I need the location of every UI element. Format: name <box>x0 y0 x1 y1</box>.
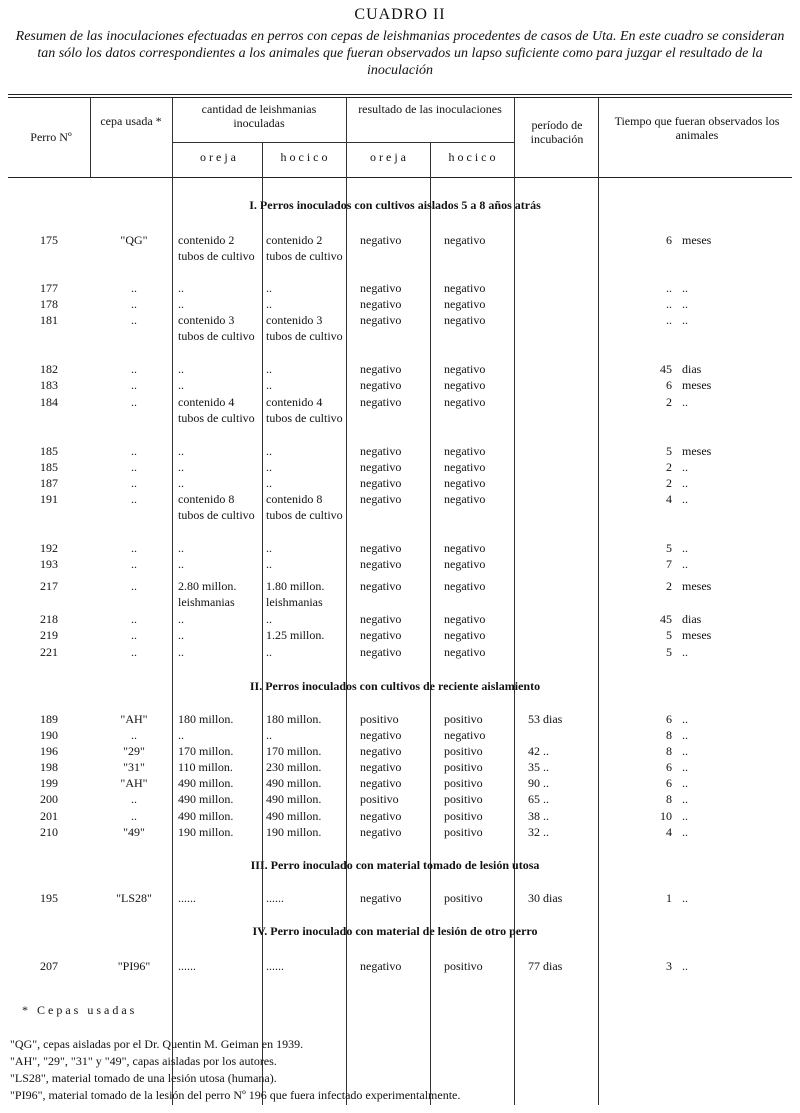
cell-hocico: .. <box>266 362 272 376</box>
cell-t-unit: .. <box>682 492 688 506</box>
cell-r-oreja: positivo <box>360 712 399 726</box>
cell-hocico: contenido 8 tubos de cultivo <box>266 492 343 522</box>
cell-cepa: .. <box>131 809 137 823</box>
cell-hocico: .. <box>266 476 272 490</box>
cell-oreja: contenido 3 tubos de cultivo <box>178 313 255 343</box>
cell-hocico: contenido 2 tubos de cultivo <box>266 233 343 263</box>
column-divider <box>514 98 515 1105</box>
cell-r-oreja: negativo <box>360 557 402 571</box>
cell-perro: 182 <box>40 362 58 376</box>
cell-t-num: 5 <box>666 645 672 659</box>
cell-t-num: 45 <box>660 362 672 376</box>
column-divider <box>346 98 347 1105</box>
cell-t-num: 2 <box>666 395 672 409</box>
cell-perro: 200 <box>40 792 58 806</box>
cell-t-num: 2 <box>666 579 672 593</box>
cell-oreja: .. <box>178 728 184 742</box>
cell-t-unit: meses <box>682 444 712 458</box>
cell-perro: 177 <box>40 281 58 295</box>
header-oreja-resultado: o r e j a <box>370 150 406 164</box>
cell-t-unit: .. <box>682 297 688 311</box>
cell-oreja: 490 millon. <box>178 792 234 806</box>
column-divider <box>172 98 173 1105</box>
cell-t-num: 7 <box>666 557 672 571</box>
cell-cepa: .. <box>131 313 137 327</box>
cell-oreja: ...... <box>178 891 196 905</box>
cell-t-unit: .. <box>682 645 688 659</box>
cell-cepa: "QG" <box>120 233 148 247</box>
cell-cepa: .. <box>131 628 137 642</box>
cell-t-unit: .. <box>682 760 688 774</box>
cell-r-hocico: positivo <box>444 809 483 823</box>
header-subrule <box>346 142 514 143</box>
cell-hocico: ...... <box>266 891 284 905</box>
cell-oreja: contenido 2 tubos de cultivo <box>178 233 255 263</box>
cell-r-hocico: negativo <box>444 579 486 593</box>
cell-t-unit: meses <box>682 233 712 247</box>
cell-perro: 219 <box>40 628 58 642</box>
cell-hocico: .. <box>266 728 272 742</box>
note-line: "LS28", material tomado de una lesión utosa (humana). <box>10 1071 277 1085</box>
cell-cepa: .. <box>131 728 137 742</box>
cell-t-num: 5 <box>666 541 672 555</box>
cell-r-hocico: positivo <box>444 792 483 806</box>
cell-r-hocico: negativo <box>444 233 486 247</box>
cell-r-oreja: negativo <box>360 776 402 790</box>
cell-perro: 190 <box>40 728 58 742</box>
cell-oreja: .. <box>178 378 184 392</box>
cell-perro: 185 <box>40 460 58 474</box>
cell-t-unit: .. <box>682 776 688 790</box>
cell-hocico: .. <box>266 557 272 571</box>
cell-r-oreja: negativo <box>360 645 402 659</box>
cell-r-oreja: negativo <box>360 628 402 642</box>
cell-t-unit: .. <box>682 891 688 905</box>
cell-periodo: 30 dias <box>528 891 563 905</box>
cell-cepa: .. <box>131 297 137 311</box>
cell-r-oreja: negativo <box>360 891 402 905</box>
cell-t-unit: .. <box>682 792 688 806</box>
cell-perro: 199 <box>40 776 58 790</box>
cell-cepa: .. <box>131 460 137 474</box>
cell-hocico: contenido 3 tubos de cultivo <box>266 313 343 343</box>
cell-t-unit: .. <box>682 541 688 555</box>
cell-periodo: 42 .. <box>528 744 549 758</box>
cell-r-oreja: negativo <box>360 728 402 742</box>
cell-r-hocico: negativo <box>444 395 486 409</box>
cell-cepa: .. <box>131 792 137 806</box>
cell-t-unit: .. <box>682 281 688 295</box>
cell-perro: 207 <box>40 959 58 973</box>
cell-hocico: 490 millon. <box>266 792 322 806</box>
cell-r-oreja: negativo <box>360 541 402 555</box>
cell-r-hocico: negativo <box>444 728 486 742</box>
cell-t-unit: .. <box>682 557 688 571</box>
cell-r-hocico: positivo <box>444 776 483 790</box>
cell-r-oreja: negativo <box>360 579 402 593</box>
cell-cepa: "LS28" <box>116 891 152 905</box>
cell-t-unit: .. <box>682 809 688 823</box>
cell-t-num: 2 <box>666 476 672 490</box>
cell-cepa: "49" <box>123 825 145 839</box>
cell-hocico: 170 millon. <box>266 744 322 758</box>
cell-cepa: .. <box>131 378 137 392</box>
table-title: CUADRO II <box>354 6 446 23</box>
cell-hocico: ...... <box>266 959 284 973</box>
section-title: III. Perro inoculado con material tomado de lesión utosa <box>250 858 540 872</box>
cell-t-num: 3 <box>666 959 672 973</box>
note-line: "QG", cepas aisladas por el Dr. Quentin M. Geiman en 1939. <box>10 1037 304 1051</box>
cell-perro: 187 <box>40 476 58 490</box>
cell-oreja: .. <box>178 557 184 571</box>
header-top-rule-2 <box>8 97 792 98</box>
header-hocico: h o c i c o <box>280 150 328 164</box>
cell-t-unit: .. <box>682 728 688 742</box>
note-line: "PI96", material tomado de la lesión del perro Nº 196 que fuera infectado experimentalmente. <box>10 1088 461 1102</box>
cell-perro: 183 <box>40 378 58 392</box>
cell-hocico: .. <box>266 541 272 555</box>
cell-r-oreja: negativo <box>360 378 402 392</box>
cell-perro: 193 <box>40 557 58 571</box>
cell-cepa: .. <box>131 579 137 593</box>
cell-oreja: 170 millon. <box>178 744 234 758</box>
cell-oreja: 490 millon. <box>178 809 234 823</box>
cell-r-hocico: negativo <box>444 541 486 555</box>
cell-hocico: .. <box>266 297 272 311</box>
cell-r-hocico: negativo <box>444 281 486 295</box>
cell-t-num: 6 <box>666 712 672 726</box>
cell-r-oreja: positivo <box>360 792 399 806</box>
cell-r-hocico: positivo <box>444 744 483 758</box>
cell-periodo: 35 .. <box>528 760 549 774</box>
cell-t-num: 8 <box>666 744 672 758</box>
cell-r-oreja: negativo <box>360 313 402 327</box>
cell-hocico: 230 millon. <box>266 760 322 774</box>
cell-perro: 198 <box>40 760 58 774</box>
cell-oreja: 490 millon. <box>178 776 234 790</box>
cell-t-num: 45 <box>660 612 672 626</box>
cell-cepa: .. <box>131 362 137 376</box>
cell-t-num: 5 <box>666 444 672 458</box>
cell-hocico: 490 millon. <box>266 809 322 823</box>
cell-r-oreja: negativo <box>360 612 402 626</box>
cell-t-unit: .. <box>682 959 688 973</box>
cell-oreja: .. <box>178 628 184 642</box>
section-title: IV. Perro inoculado con material de lesión de otro perro <box>252 924 538 938</box>
cell-r-hocico: negativo <box>444 297 486 311</box>
cell-oreja: .. <box>178 612 184 626</box>
header-subrule <box>172 142 346 143</box>
cell-perro: 191 <box>40 492 58 506</box>
header-periodo: período de incubación <box>530 118 584 146</box>
cell-cepa: .. <box>131 395 137 409</box>
cell-perro: 192 <box>40 541 58 555</box>
header-divider <box>90 98 91 177</box>
header-tiempo: Tiempo que fueran observados los animales <box>614 114 780 142</box>
cell-cepa: .. <box>131 281 137 295</box>
cell-oreja: 180 millon. <box>178 712 234 726</box>
cell-cepa: "31" <box>123 760 145 774</box>
cell-perro: 221 <box>40 645 58 659</box>
cell-hocico: .. <box>266 460 272 474</box>
cell-t-unit: .. <box>682 476 688 490</box>
cell-cepa: .. <box>131 492 137 506</box>
cell-r-oreja: negativo <box>360 959 402 973</box>
cell-cepa: .. <box>131 444 137 458</box>
cell-r-hocico: negativo <box>444 444 486 458</box>
column-divider <box>598 98 599 1105</box>
cell-t-unit: meses <box>682 378 712 392</box>
cell-t-num: 6 <box>666 378 672 392</box>
cell-r-oreja: negativo <box>360 395 402 409</box>
cell-periodo: 53 dias <box>528 712 563 726</box>
cell-r-hocico: negativo <box>444 628 486 642</box>
cell-t-num: 8 <box>666 728 672 742</box>
cell-cepa: .. <box>131 541 137 555</box>
cell-t-unit: meses <box>682 628 712 642</box>
table-subtitle: Resumen de las inoculaciones efectuadas en perros con cepas de leishmanias procedentes de casos de Uta. En este cuadro se consideran tan sólo los datos correspondientes a los animales que fueran observados un lapso suficiente como para juzgar el resultado de la inoculación <box>15 29 785 78</box>
cell-r-oreja: negativo <box>360 492 402 506</box>
header-bottom-rule <box>8 177 792 178</box>
cell-r-oreja: negativo <box>360 825 402 839</box>
cell-r-hocico: positivo <box>444 825 483 839</box>
cell-t-unit: meses <box>682 579 712 593</box>
section-title: I. Perros inoculados con cultivos aislados 5 a 8 años atrás <box>249 198 541 212</box>
cell-r-hocico: negativo <box>444 476 486 490</box>
cell-r-hocico: negativo <box>444 645 486 659</box>
cell-oreja: .. <box>178 645 184 659</box>
cell-hocico: .. <box>266 645 272 659</box>
cell-t-unit: .. <box>682 313 688 327</box>
cell-r-hocico: negativo <box>444 612 486 626</box>
cell-t-num: .. <box>666 281 672 295</box>
cell-t-num: 4 <box>666 825 672 839</box>
cell-t-unit: dias <box>682 612 702 626</box>
cell-r-oreja: negativo <box>360 476 402 490</box>
cell-t-num: 1 <box>666 891 672 905</box>
cell-perro: 217 <box>40 579 58 593</box>
cell-r-oreja: negativo <box>360 760 402 774</box>
cell-perro: 196 <box>40 744 58 758</box>
header-hocico-resultado: h o c i c o <box>448 150 496 164</box>
cell-perro: 185 <box>40 444 58 458</box>
cell-hocico: .. <box>266 378 272 392</box>
cell-r-oreja: negativo <box>360 744 402 758</box>
cell-r-hocico: positivo <box>444 760 483 774</box>
cell-hocico: .. <box>266 281 272 295</box>
cell-cepa: .. <box>131 557 137 571</box>
cell-hocico: 1.80 millon. leishmanias <box>266 579 325 609</box>
cell-perro: 178 <box>40 297 58 311</box>
cell-perro: 195 <box>40 891 58 905</box>
cell-oreja: 190 millon. <box>178 825 234 839</box>
cell-perro: 181 <box>40 313 58 327</box>
cell-r-hocico: negativo <box>444 492 486 506</box>
cell-perro: 189 <box>40 712 58 726</box>
header-top-rule <box>8 94 792 95</box>
cell-t-unit: dias <box>682 362 702 376</box>
cell-periodo: 90 .. <box>528 776 549 790</box>
header-resultado: resultado de las inoculaciones <box>358 102 502 116</box>
header-perro: Perro Nº <box>30 130 72 144</box>
cell-oreja: ...... <box>178 959 196 973</box>
cell-hocico: .. <box>266 444 272 458</box>
cell-oreja: .. <box>178 297 184 311</box>
cell-oreja: .. <box>178 460 184 474</box>
cell-r-oreja: negativo <box>360 460 402 474</box>
cell-cepa: "AH" <box>120 776 148 790</box>
header-cepa: cepa usada * <box>100 114 162 128</box>
cell-r-oreja: negativo <box>360 809 402 823</box>
section-title: II. Perros inoculados con cultivos de reciente aislamiento <box>249 679 541 693</box>
cell-oreja: contenido 4 tubos de cultivo <box>178 395 255 425</box>
cell-t-num: .. <box>666 297 672 311</box>
cell-cepa: "AH" <box>120 712 148 726</box>
cell-cepa: "PI96" <box>117 959 151 973</box>
cell-t-unit: .. <box>682 825 688 839</box>
cell-t-num: 10 <box>660 809 672 823</box>
cell-oreja: 110 millon. <box>178 760 233 774</box>
cell-t-unit: .. <box>682 712 688 726</box>
cell-cepa: .. <box>131 476 137 490</box>
cell-t-num: .. <box>666 313 672 327</box>
cell-r-oreja: negativo <box>360 281 402 295</box>
cell-oreja: .. <box>178 362 184 376</box>
cell-cepa: .. <box>131 645 137 659</box>
cell-perro: 218 <box>40 612 58 626</box>
cell-t-num: 8 <box>666 792 672 806</box>
cell-r-hocico: negativo <box>444 378 486 392</box>
cell-r-hocico: positivo <box>444 959 483 973</box>
cell-hocico: .. <box>266 612 272 626</box>
cell-perro: 210 <box>40 825 58 839</box>
cell-t-unit: .. <box>682 460 688 474</box>
cell-t-num: 6 <box>666 760 672 774</box>
cell-t-num: 4 <box>666 492 672 506</box>
cell-periodo: 77 dias <box>528 959 563 973</box>
notes-title: * Cepas usadas <box>22 1003 138 1017</box>
cell-cepa: .. <box>131 612 137 626</box>
cell-r-oreja: negativo <box>360 444 402 458</box>
cell-t-num: 6 <box>666 233 672 247</box>
cell-oreja: .. <box>178 476 184 490</box>
cell-perro: 184 <box>40 395 58 409</box>
cell-oreja: .. <box>178 444 184 458</box>
cell-hocico: contenido 4 tubos de cultivo <box>266 395 343 425</box>
cell-hocico: 180 millon. <box>266 712 322 726</box>
cell-hocico: 490 millon. <box>266 776 322 790</box>
cell-oreja: .. <box>178 281 184 295</box>
cell-r-oreja: negativo <box>360 297 402 311</box>
cell-r-hocico: positivo <box>444 712 483 726</box>
cell-r-hocico: negativo <box>444 362 486 376</box>
cell-perro: 201 <box>40 809 58 823</box>
cell-t-num: 5 <box>666 628 672 642</box>
cell-periodo: 65 .. <box>528 792 549 806</box>
cell-r-hocico: negativo <box>444 313 486 327</box>
cell-hocico: 190 millon. <box>266 825 322 839</box>
cell-r-hocico: negativo <box>444 557 486 571</box>
cell-t-unit: .. <box>682 744 688 758</box>
cell-r-hocico: negativo <box>444 460 486 474</box>
cell-r-hocico: positivo <box>444 891 483 905</box>
cell-t-num: 6 <box>666 776 672 790</box>
cell-r-oreja: negativo <box>360 362 402 376</box>
cell-perro: 175 <box>40 233 58 247</box>
header-oreja: o r e j a <box>200 150 236 164</box>
note-line: "AH", "29", "31" y "49", capas aisladas por los autores. <box>10 1054 277 1068</box>
cell-t-num: 2 <box>666 460 672 474</box>
cell-t-unit: .. <box>682 395 688 409</box>
header-cantidad: cantidad de leishmanias inoculadas <box>201 102 317 130</box>
cell-r-oreja: negativo <box>360 233 402 247</box>
cell-cepa: "29" <box>123 744 145 758</box>
cell-oreja: contenido 8 tubos de cultivo <box>178 492 255 522</box>
cell-oreja: 2.80 millon. leishmanias <box>178 579 237 609</box>
cell-periodo: 32 .. <box>528 825 549 839</box>
cell-periodo: 38 .. <box>528 809 549 823</box>
cell-hocico: 1.25 millon. <box>266 628 325 642</box>
cell-oreja: .. <box>178 541 184 555</box>
